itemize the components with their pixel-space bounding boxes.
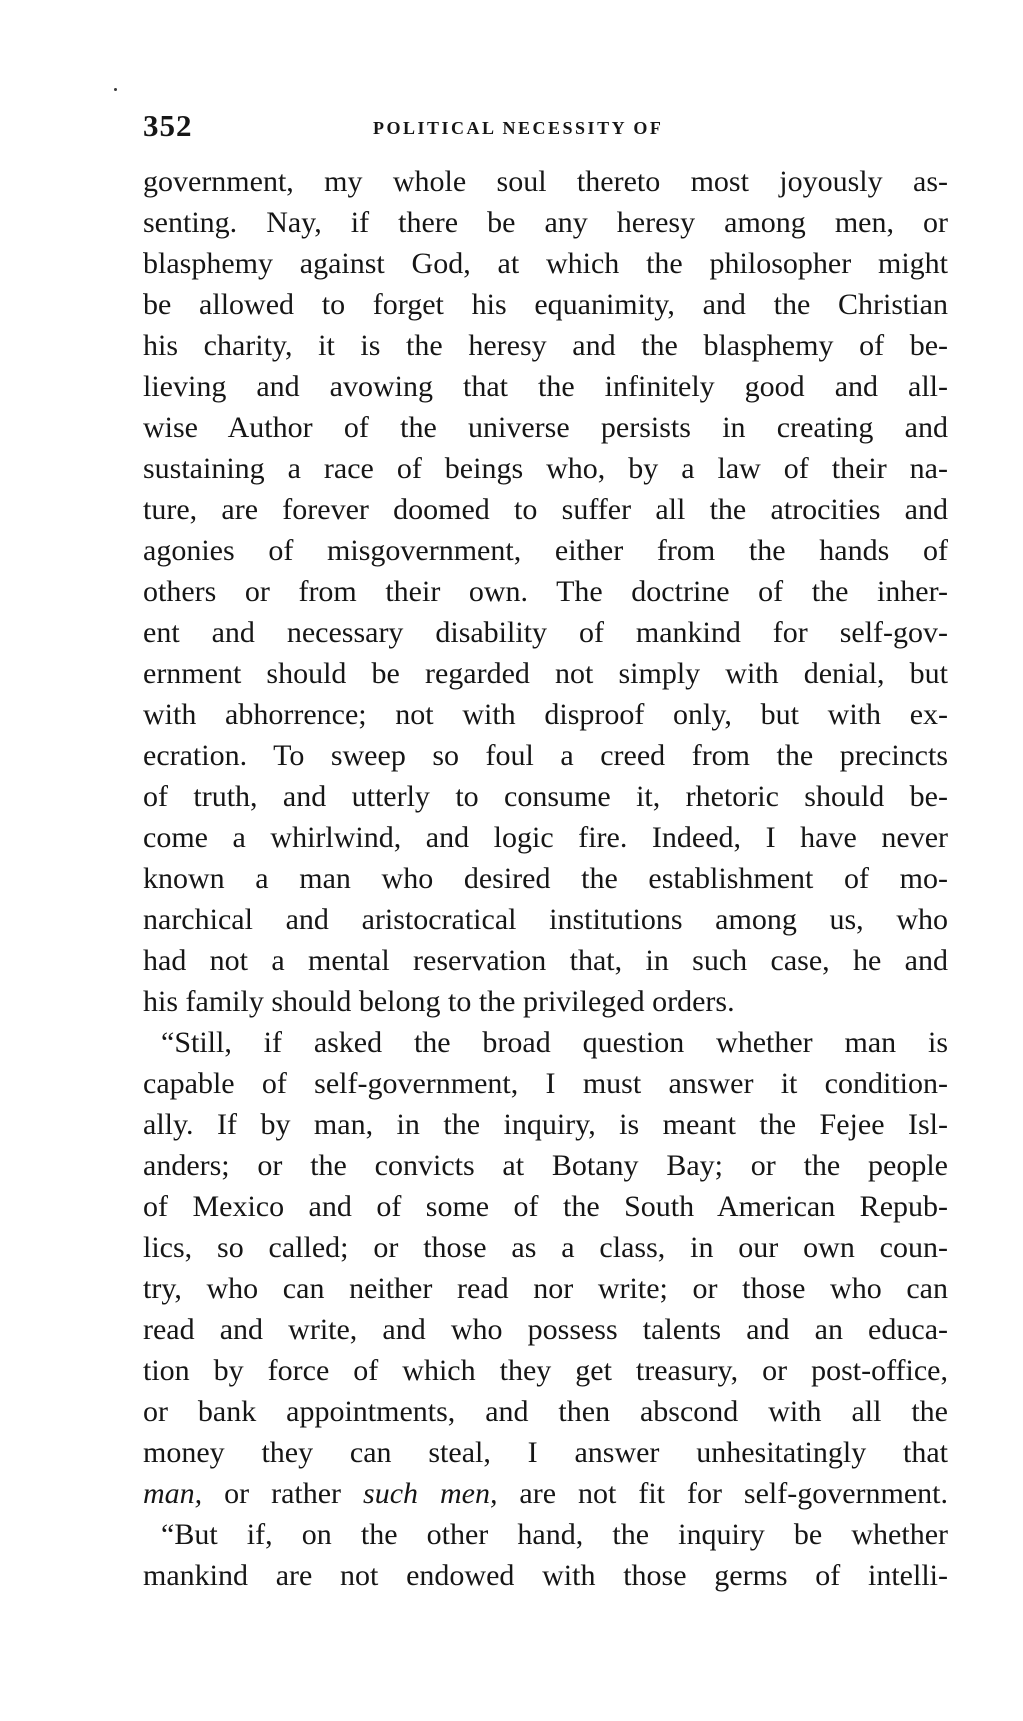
paragraph-start-line: “Still, if asked the broad question whether man is	[161, 1026, 948, 1059]
text-line: money they can steal, I answer unhesitatingly that	[143, 1436, 948, 1469]
running-title: POLITICAL NECESSITY OF	[373, 118, 664, 138]
text-line: mankind are not endowed with those germs of intelli-	[143, 1559, 948, 1592]
text-line: or bank appointments, and then abscond with all the	[143, 1395, 948, 1428]
print-speck	[114, 88, 117, 91]
text-line: tion by force of which they get treasury, or post-office,	[143, 1354, 948, 1387]
text-line: anders; or the convicts at Botany Bay; or the people	[143, 1149, 948, 1182]
text-line: of Mexico and of some of the South American Repub-	[143, 1190, 948, 1223]
text-line: be allowed to forget his equanimity, and the Christian	[143, 288, 948, 321]
text-line: had not a mental reservation that, in such case, he and	[143, 944, 948, 977]
text-line: capable of self-government, I must answer it condition-	[143, 1067, 948, 1100]
paragraph-start-line: “But if, on the other hand, the inquiry be whether	[161, 1518, 948, 1551]
text-line: ally. If by man, in the inquiry, is meant the Fejee Isl-	[143, 1108, 948, 1141]
running-head	[143, 104, 948, 148]
text-line: government, my whole soul thereto most joyously as-	[143, 165, 948, 198]
text-line: with abhorrence; not with disproof only, but with ex-	[143, 698, 948, 731]
text-line: ture, are forever doomed to suffer all the atrocities and	[143, 493, 948, 526]
paragraph-end-line: his family should belong to the privileged orders.	[143, 985, 735, 1018]
text-line: known a man who desired the establishment of mo-	[143, 862, 948, 895]
italic-text-line	[143, 1473, 948, 1514]
italic-phrase: such men,	[363, 1477, 498, 1510]
text-line: lieving and avowing that the infinitely good and all-	[143, 370, 948, 403]
text-line: ent and necessary disability of mankind for self-gov-	[143, 616, 948, 649]
page-number: 352	[143, 108, 193, 143]
text-line: sustaining a race of beings who, by a law of their na-	[143, 452, 948, 485]
text-line: others or from their own. The doctrine of the inher-	[143, 575, 948, 608]
text-line: ernment should be regarded not simply with denial, but	[143, 657, 948, 690]
text-line: try, who can neither read nor write; or those who can	[143, 1272, 948, 1305]
text-line: blasphemy against God, at which the philosopher might	[143, 247, 948, 280]
italic-word: man,	[143, 1477, 203, 1510]
text-line: lics, so called; or those as a class, in our own coun-	[143, 1231, 948, 1264]
text-fragment: or rather	[202, 1477, 364, 1510]
text-line: agonies of misgovernment, either from the hands of	[143, 534, 948, 567]
text-line: of truth, and utterly to consume it, rhetoric should be-	[143, 780, 948, 813]
text-line: read and write, and who possess talents and an educa-	[143, 1313, 948, 1346]
text-line: wise Author of the universe persists in creating and	[143, 411, 948, 444]
text-line: come a whirlwind, and logic fire. Indeed, I have never	[143, 821, 948, 854]
body-text	[143, 161, 948, 1596]
text-line: senting. Nay, if there be any heresy among men, or	[143, 206, 948, 239]
text-line: his charity, it is the heresy and the blasphemy of be-	[143, 329, 948, 362]
text-line: narchical and aristocratical institutions among us, who	[143, 903, 948, 936]
text-line: ecration. To sweep so foul a creed from the precincts	[143, 739, 948, 772]
text-fragment: are not fit for self-government.	[497, 1477, 948, 1510]
